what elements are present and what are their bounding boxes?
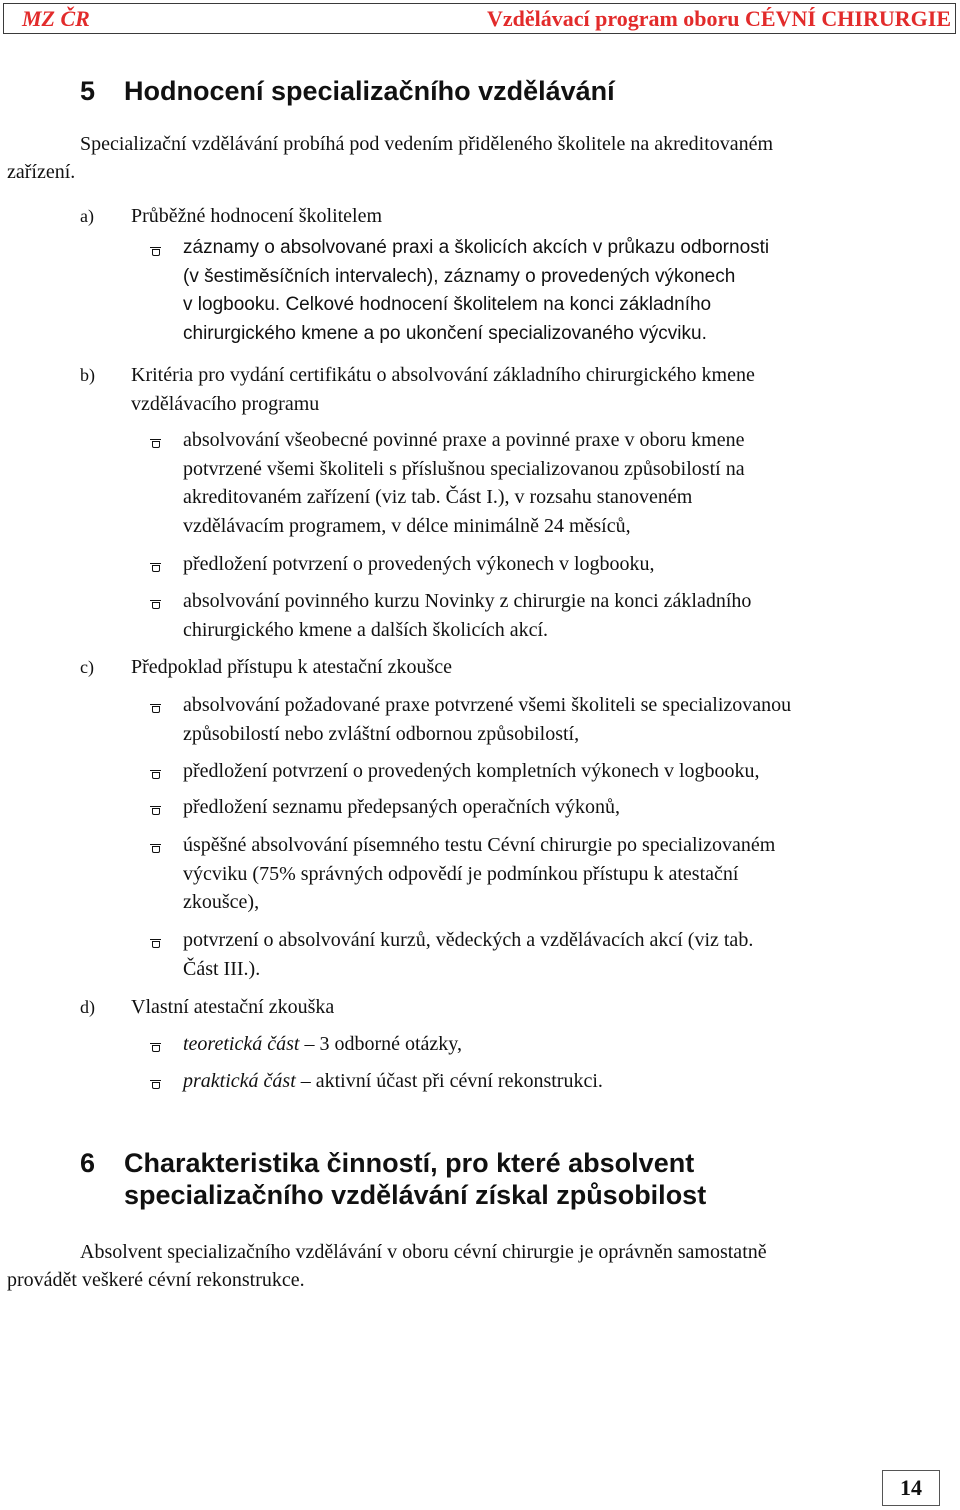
section-6-heading bbox=[80, 1147, 706, 1211]
list-b-label: Kritéria pro vydání certifikátu o absolvování základního chirurgického kmene vzdělávacího programu bbox=[131, 364, 755, 415]
section-5-title: Hodnocení specializačního vzdělávání bbox=[124, 76, 615, 106]
bullet-icon bbox=[152, 565, 160, 572]
page-header bbox=[3, 3, 956, 34]
intro-line-2: zařízení. bbox=[7, 161, 76, 183]
section-6-title-line-2: specializačního vzdělávání získal způsobilost bbox=[124, 1180, 707, 1210]
page-number-box bbox=[882, 1470, 940, 1506]
bullet-icon bbox=[152, 602, 160, 609]
list-c-item-2: předložení potvrzení o provedených kompletních výkonech v logbooku, bbox=[183, 760, 760, 782]
list-marker-c: c) bbox=[80, 657, 94, 677]
list-a-label: Průběžné hodnocení školitelem bbox=[131, 205, 383, 227]
bullet-icon bbox=[152, 1045, 160, 1052]
list-d-label: Vlastní atestační zkouška bbox=[131, 996, 335, 1018]
section-6-body-line-2: provádět veškeré cévní rekonstrukce. bbox=[7, 1269, 305, 1291]
bullet-icon bbox=[152, 772, 160, 779]
bullet-icon bbox=[152, 808, 160, 815]
list-d-item-1 bbox=[183, 1030, 923, 1059]
bullet-icon bbox=[152, 941, 160, 948]
list-c-item-4: úspěšné absolvování písemného testu Cévní chirurgie po specializovaném výcviku (75% správných odpovědí je podmínkou přístupu k atestační zkoušce), bbox=[183, 834, 776, 913]
bullet-icon bbox=[152, 846, 160, 853]
bullet-icon bbox=[152, 706, 160, 713]
bullet-icon bbox=[152, 441, 160, 448]
list-c-item-5: potvrzení o absolvování kurzů, vědeckých a vzdělávacích akcí (viz tab. Část III.). bbox=[183, 929, 754, 980]
list-b-item-3: absolvování povinného kurzu Novinky z chirurgie na konci základního chirurgického kmene a dalších školicích akcí. bbox=[183, 590, 752, 641]
section-6-number: 6 bbox=[80, 1148, 96, 1178]
section-5-heading bbox=[80, 75, 615, 107]
list-d-item-1-term: teoretická část bbox=[183, 1033, 300, 1055]
list-marker-a: a) bbox=[80, 206, 94, 226]
intro-line-1: Specializační vzdělávání probíhá pod vedením přiděleného školitele na akreditovaném bbox=[80, 133, 774, 155]
list-d-item-1-desc: – 3 odborné otázky, bbox=[299, 1033, 462, 1055]
header-program-title: Vzdělávací program oboru CÉVNÍ CHIRURGIE bbox=[486, 6, 951, 31]
section-5-number: 5 bbox=[80, 76, 96, 106]
section-6-title-line-1: Charakteristika činností, pro které absolvent bbox=[124, 1148, 695, 1178]
list-c-item-1: absolvování požadované praxe potvrzené všemi školiteli se specializovanou způsobilostí nebo zvláštní odbornou způsobilostí, bbox=[183, 694, 792, 745]
page-number: 14 bbox=[900, 1475, 922, 1500]
list-a-item-1: záznamy o absolvované praxi a školicích akcích v průkazu odbornosti (v šestiměsíčních intervalech), záznamy o provedených výkonech v logbooku. Celkové hodnocení školitelem na konci základního chirurgického kmene a po ukončení specializovaného výcviku. bbox=[183, 237, 770, 344]
list-marker-d: d) bbox=[80, 997, 95, 1017]
list-c-item-3: předložení seznamu předepsaných operačních výkonů, bbox=[183, 796, 621, 818]
bullet-icon bbox=[152, 249, 160, 256]
bullet-icon bbox=[152, 1082, 160, 1089]
list-d-item-2-term: praktická část bbox=[183, 1070, 296, 1092]
list-marker-b: b) bbox=[80, 365, 95, 385]
section-6-body-line-1: Absolvent specializačního vzdělávání v oboru cévní chirurgie je oprávněn samostatně bbox=[80, 1241, 767, 1263]
header-ministry: MZ ČR bbox=[22, 6, 90, 31]
list-b-item-2: předložení potvrzení o provedených výkonech v logbooku, bbox=[183, 553, 655, 575]
list-b-item-1: absolvování všeobecné povinné praxe a povinné praxe v oboru kmene potvrzené všemi školiteli s příslušnou specializovanou způsobilostí na akreditovaném zařízení (viz tab. Část I.), v rozsahu stanoveném vzdělávacím programem, v délce minimálně 24 měsíců, bbox=[183, 429, 745, 537]
list-c-label: Předpoklad přístupu k atestační zkoušce bbox=[131, 656, 453, 678]
list-d-item-2-desc: – aktivní účast při cévní rekonstrukci. bbox=[295, 1070, 603, 1092]
list-d-item-2 bbox=[183, 1067, 923, 1096]
